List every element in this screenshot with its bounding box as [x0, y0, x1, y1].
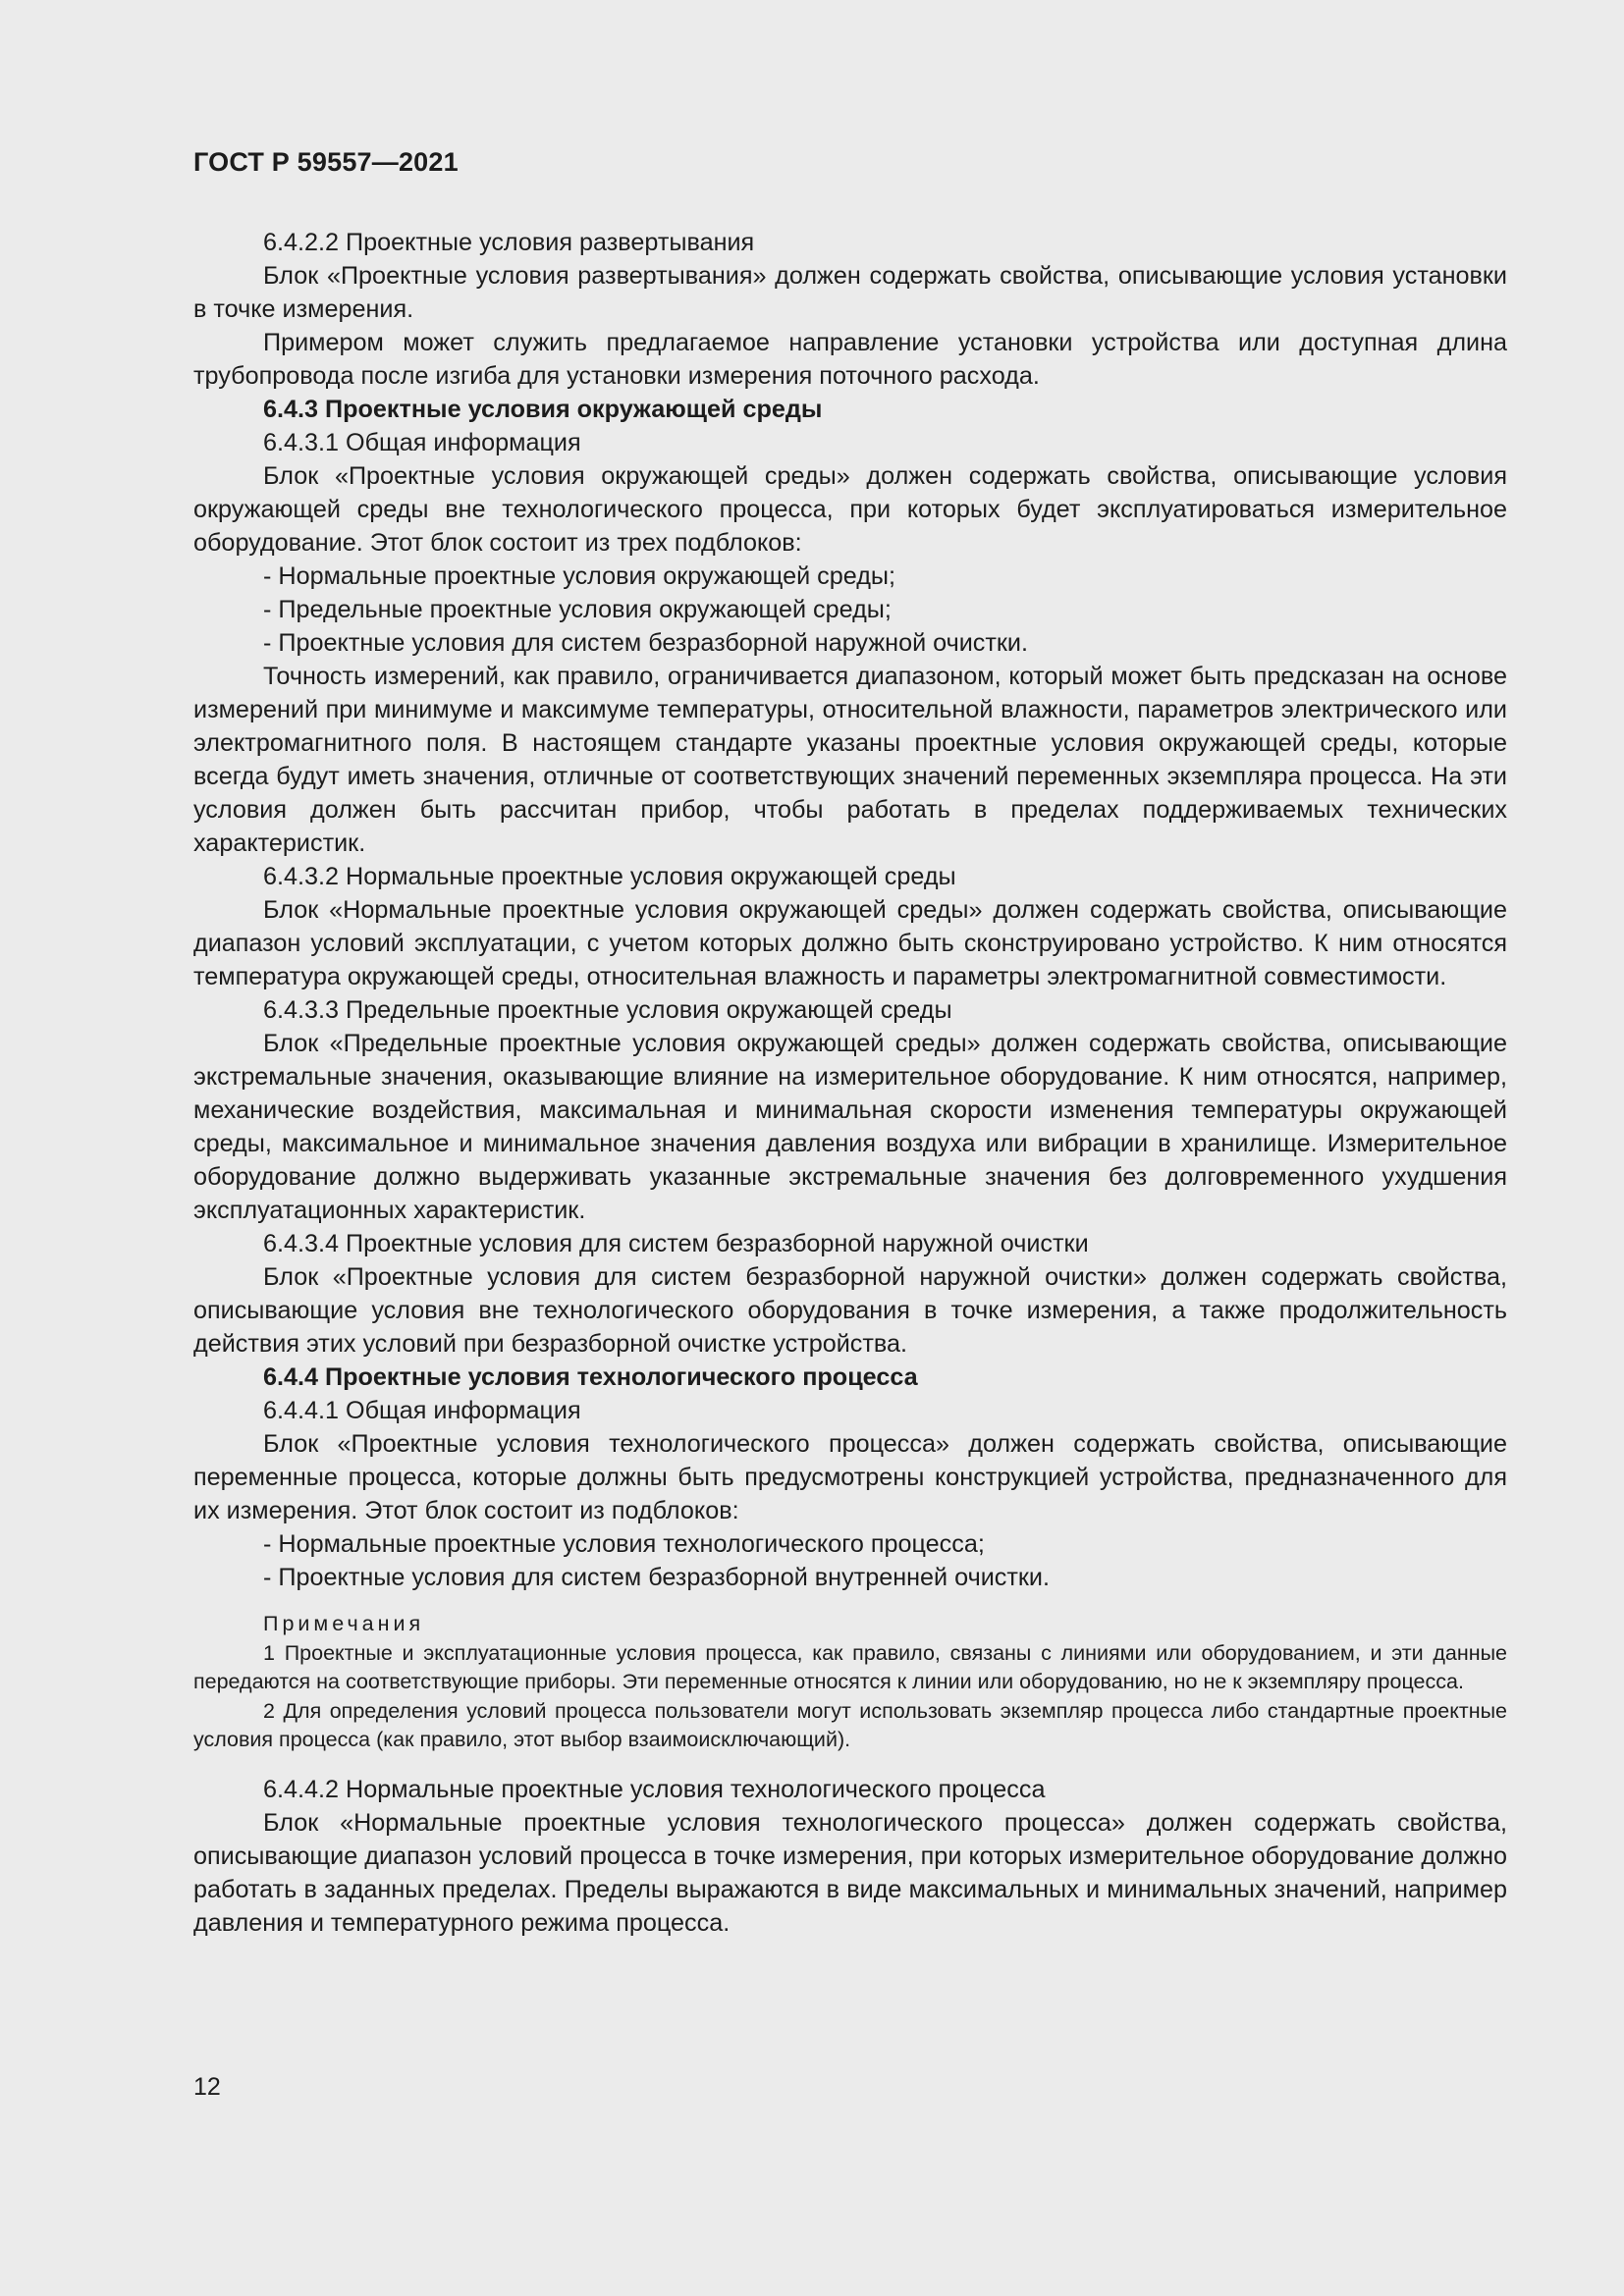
- list-item: - Предельные проектные условия окружающей среды;: [263, 596, 892, 623]
- document-body: [193, 226, 1507, 1940]
- page-number: 12: [193, 2073, 221, 2101]
- section-6431-title: 6.4.3.1 Общая информация: [263, 429, 581, 456]
- section-6441-title: 6.4.4.1 Общая информация: [263, 1397, 581, 1424]
- list-item: - Нормальные проектные условия окружающей среды;: [263, 562, 896, 590]
- section-6434-body: Блок «Проектные условия для систем безразборной наружной очистки» должен содержать свойства, описывающие условия вне технологического оборудования в точке измерения, а также продолжительность действия этих условий при безразборной очистке устройства.: [193, 1263, 1507, 1358]
- list-item: - Нормальные проектные условия технологического процесса;: [263, 1530, 985, 1558]
- section-644-heading: 6.4.4 Проектные условия технологического процесса: [263, 1363, 918, 1391]
- section-6434-title: 6.4.3.4 Проектные условия для систем безразборной наружной очистки: [263, 1230, 1089, 1257]
- section-6422-title: 6.4.2.2 Проектные условия развертывания: [263, 229, 755, 256]
- section-643-heading: 6.4.3 Проектные условия окружающей среды: [263, 396, 823, 423]
- notes-title: Примечания: [263, 1612, 425, 1635]
- list-item: - Проектные условия для систем безразборной внутренней очистки.: [263, 1564, 1050, 1591]
- document-header-standard-id: ГОСТ Р 59557—2021: [193, 147, 459, 177]
- note-1: 1 Проектные и эксплуатационные условия процесса, как правило, связаны с линиями или оборудованием, и эти данные передаются на соответствующие приборы. Эти переменные относятся к линии или оборудованию, но не к экземпляру процесса.: [193, 1640, 1507, 1693]
- section-6433-title: 6.4.3.3 Предельные проектные условия окружающей среды: [263, 996, 952, 1024]
- section-6432-body: Блок «Нормальные проектные условия окружающей среды» должен содержать свойства, описывающие диапазон условий эксплуатации, с учетом которых должно быть сконструировано устройство. К ним относятся температура окружающей среды, относительная влажность и параметры электромагнитной совместимости.: [193, 896, 1507, 990]
- section-643-accuracy: Точность измерений, как правило, ограничивается диапазоном, который может быть предсказан на основе измерений при минимуме и максимуме температуры, относительной влажности, параметров электрического или электромагнитного поля. В настоящем стандарте указаны проектные условия окружающей среды, которые всегда будут иметь значения, отличные от соответствующих значений переменных экземпляра процесса. На эти условия должен быть рассчитан прибор, чтобы работать в пределах поддерживаемых технических характеристик.: [193, 663, 1507, 857]
- section-6442-title: 6.4.4.2 Нормальные проектные условия технологического процесса: [263, 1775, 1046, 1803]
- section-6442-body: Блок «Нормальные проектные условия технологического процесса» должен содержать свойства, описывающие диапазон условий процесса в точке измерения, при которых измерительное оборудование должно работать в заданных пределах. Пределы выражаются в виде максимальных и минимальных значений, например давления и температурного режима процесса.: [193, 1808, 1507, 1937]
- section-6422-body: Блок «Проектные условия развертывания» должен содержать свойства, описывающие условия установки в точке измерения.: [193, 262, 1507, 323]
- note-2: 2 Для определения условий процесса пользователи могут использовать экземпляр процесса либо стандартные проектные условия процесса (как правило, этот выбор взаимоисключающий).: [193, 1698, 1507, 1751]
- section-6441-body: Блок «Проектные условия технологического процесса» должен содержать свойства, описывающие переменные процесса, которые должны быть предусмотрены конструкцией устройства, предназначенного для их измерения. Этот блок состоит из подблоков:: [193, 1430, 1507, 1524]
- section-6433-body: Блок «Предельные проектные условия окружающей среды» должен содержать свойства, описывающие экстремальные значения, оказывающие влияние на измерительное оборудование. К ним относятся, например, механические воздействия, максимальная и минимальная скорости изменения температуры окружающей среды, максимальное и минимальное значения давления воздуха или вибрации в хранилище. Измерительное оборудование должно выдерживать указанные экстремальные значения без долговременного ухудшения эксплуатационных характеристик.: [193, 1030, 1507, 1224]
- section-6432-title: 6.4.3.2 Нормальные проектные условия окружающей среды: [263, 863, 956, 890]
- section-6431-body: Блок «Проектные условия окружающей среды» должен содержать свойства, описывающие условия окружающей среды вне технологического процесса, при которых будет эксплуатироваться измерительное оборудование. Этот блок состоит из трех подблоков:: [193, 462, 1507, 557]
- section-6422-example: Примером может служить предлагаемое направление установки устройства или доступная длина трубопровода после изгиба для установки измерения поточного расхода.: [193, 329, 1507, 390]
- notes-block: [193, 1610, 1507, 1755]
- list-item: - Проектные условия для систем безразборной наружной очистки.: [263, 629, 1029, 657]
